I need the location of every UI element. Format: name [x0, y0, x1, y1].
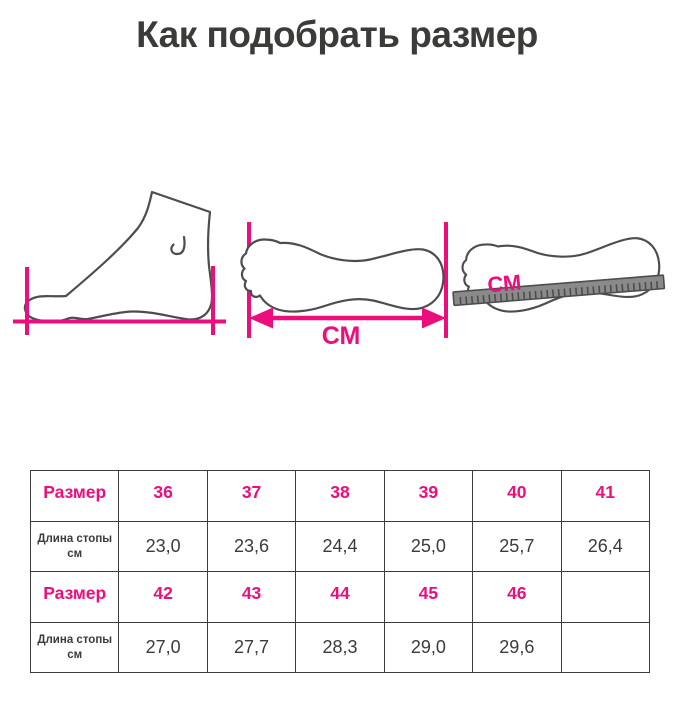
length-cell: 25,7 — [473, 522, 561, 572]
length-cell: 27,7 — [207, 623, 295, 673]
size-cell: 46 — [473, 572, 561, 623]
footprint-outline — [241, 240, 443, 312]
foot-side-illustration — [13, 192, 226, 335]
size-cell: 41 — [561, 471, 649, 522]
row-header-foot-length: Длина стопы см — [31, 623, 119, 673]
row-header-foot-length: Длина стопы см — [31, 522, 119, 572]
size-cell: 40 — [473, 471, 561, 522]
length-cell: 23,6 — [207, 522, 295, 572]
row-header-size: Размер — [31, 471, 119, 522]
size-cell — [561, 572, 649, 623]
size-cell: 42 — [119, 572, 207, 623]
length-cell — [561, 623, 649, 673]
row-header-size: Размер — [31, 572, 119, 623]
foot-side-outline — [25, 192, 212, 322]
footprint-ruler-illustration — [453, 226, 664, 316]
cm-label-middle: СМ — [321, 322, 361, 350]
size-cell: 44 — [296, 572, 384, 623]
length-cell: 25,0 — [384, 522, 472, 572]
table-row-lengths-1 — [31, 522, 650, 572]
page-title: Как подобрать размер — [136, 14, 538, 55]
table-row-sizes-2 — [31, 572, 650, 623]
cm-label-ruler: СМ — [486, 269, 523, 298]
length-cell: 29,6 — [473, 623, 561, 673]
table-row-sizes-1 — [31, 471, 650, 522]
size-cell: 38 — [296, 471, 384, 522]
length-cell: 27,0 — [119, 623, 207, 673]
footprint-arrow-illustration — [241, 222, 446, 350]
length-cell: 23,0 — [119, 522, 207, 572]
size-cell: 43 — [207, 572, 295, 623]
size-cell: 39 — [384, 471, 472, 522]
size-cell: 36 — [119, 471, 207, 522]
size-cell: 45 — [384, 572, 472, 623]
table-row-lengths-2 — [31, 623, 650, 673]
length-cell: 29,0 — [384, 623, 472, 673]
length-cell: 28,3 — [296, 623, 384, 673]
length-cell: 24,4 — [296, 522, 384, 572]
size-table — [30, 470, 650, 673]
length-cell: 26,4 — [561, 522, 649, 572]
size-cell: 37 — [207, 471, 295, 522]
